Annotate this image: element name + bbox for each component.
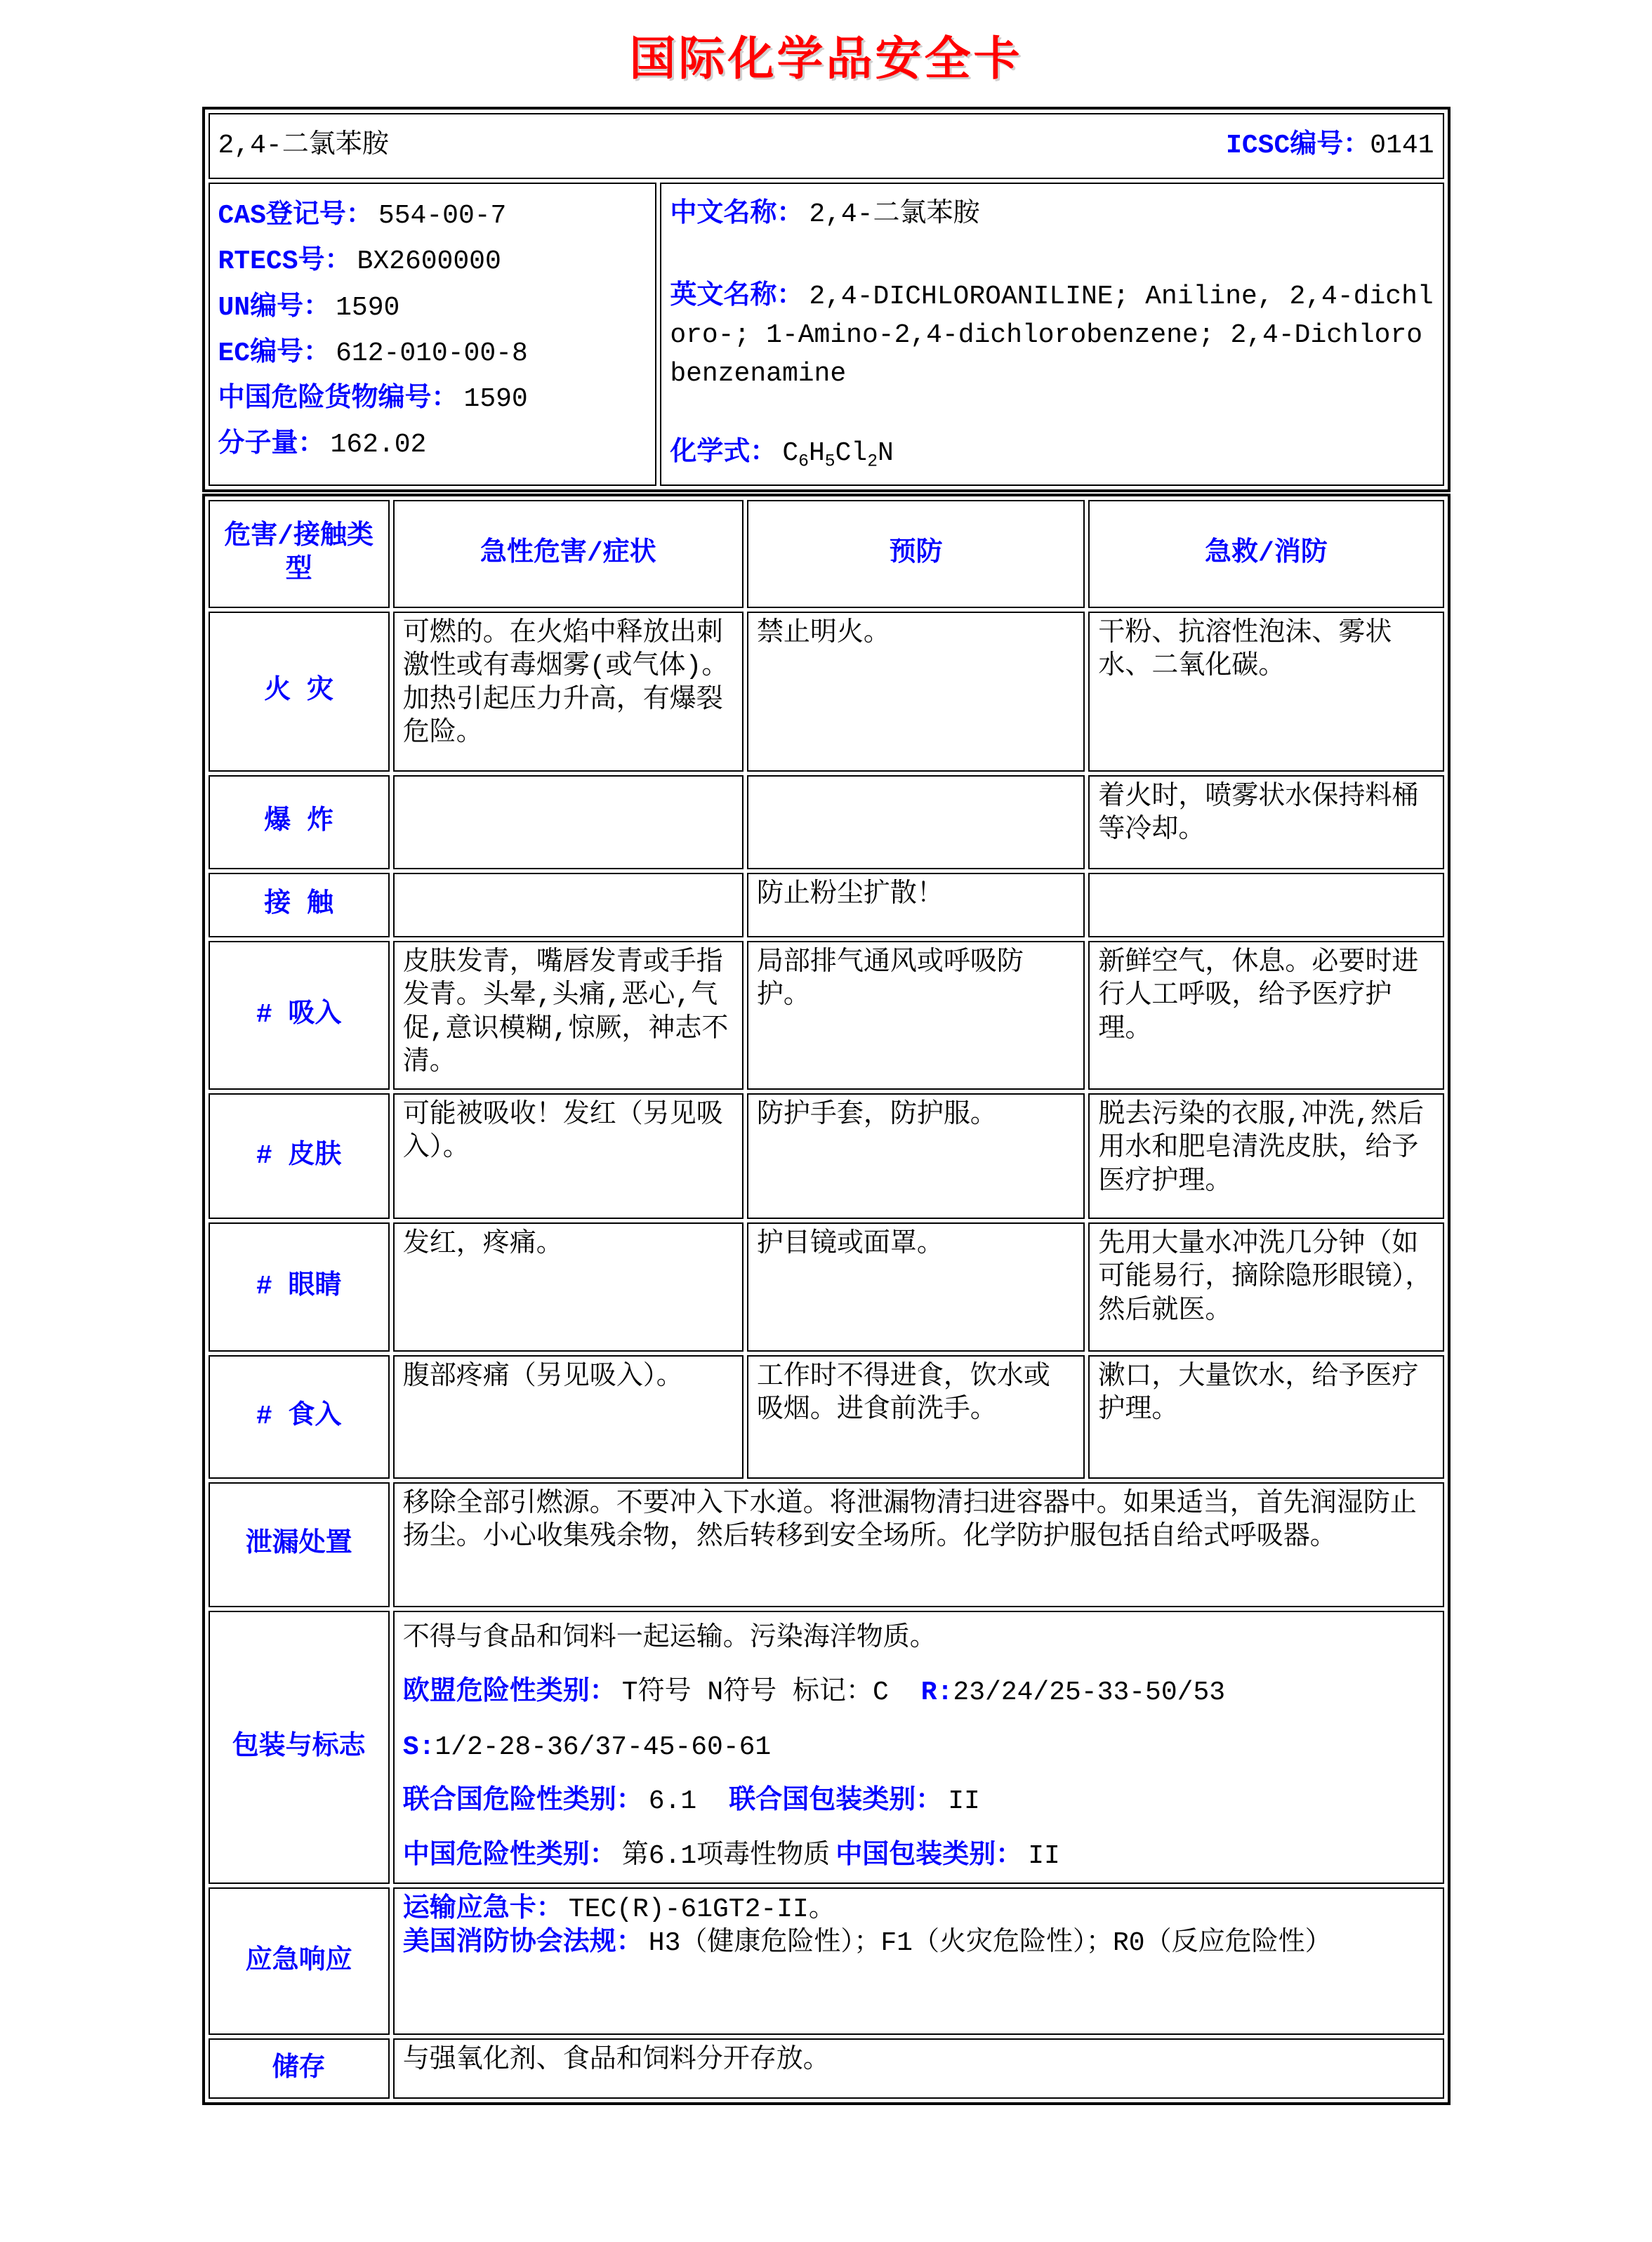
s-phrases-label: S: (402, 1732, 435, 1762)
eu-class-value: T符号 N符号 标记：C (621, 1677, 889, 1708)
emergency-tec-line (403, 1893, 1434, 1927)
identity-table (202, 107, 1451, 492)
nfpa-label: 美国消防协会法规： (402, 1927, 643, 1958)
s-phrases-value: 1/2-28-36/37-45-60-61 (435, 1732, 772, 1762)
packaging-content (393, 1611, 1444, 1885)
english-name-value: 2,4-DICHLOROANILINE; Aniline, 2,4-dichloro-; 1-Amino-2,4-dichlorobenzene; 2,4-Dichlorobenzenamine (670, 282, 1434, 390)
ingestion-response: 漱口，大量饮水，给予医疗护理。 (1088, 1355, 1443, 1479)
cn-class-value: 第6.1项毒性物质 (621, 1840, 831, 1871)
storage-label: 储存 (209, 2038, 390, 2099)
ingestion-symptom: 腹部疼痛（另见吸入）。 (393, 1355, 744, 1479)
molecular-weight-label: 分子量： (218, 430, 325, 461)
header-acute-symptoms: 急性危害/症状 (393, 500, 744, 608)
eyes-symptom: 发红，疼痛。 (393, 1222, 744, 1352)
emergency-nfpa-line (403, 1927, 1434, 1960)
chemical-formula (670, 437, 1434, 473)
packaging-cn-class (403, 1840, 1434, 1873)
emergency-content (393, 1887, 1444, 2035)
fire-prevention: 禁止明火。 (747, 612, 1085, 772)
row-inhalation (209, 941, 1444, 1090)
eyes-response: 先用大量水冲洗几分钟（如可能易行，摘除隐形眼镜），然后就医。 (1088, 1222, 1443, 1352)
ec-number (218, 336, 647, 371)
spill-label: 泄漏处置 (209, 1482, 390, 1607)
eu-class-label: 欧盟危险性类别： (402, 1677, 616, 1708)
contact-response (1088, 873, 1443, 937)
page-title: 国际化学品安全卡 (629, 36, 1023, 88)
tec-card-value: TEC(R)-61GT2-II。 (568, 1894, 835, 1925)
row-contact (209, 873, 1444, 937)
english-name (670, 277, 1434, 393)
skin-label: # 皮肤 (209, 1093, 390, 1219)
header-first-aid: 急救/消防 (1088, 500, 1443, 608)
row-ingestion (209, 1355, 1444, 1479)
china-dg-label: 中国危险货物编号： (218, 384, 458, 415)
packaging-transport-note: 不得与食品和饲料一起运输。污染海洋物质。 (402, 1623, 937, 1654)
inhalation-prevention: 局部排气通风或呼吸防护。 (747, 941, 1085, 1090)
cas-label: CAS登记号： (218, 201, 373, 231)
china-dg-value: 1590 (463, 384, 528, 415)
inhalation-label: # 吸入 (209, 941, 390, 1090)
explosion-response: 着火时，喷雾状水保持料桶等冷却。 (1088, 775, 1443, 869)
row-spill-disposal (209, 1482, 1444, 1607)
cas-number (218, 198, 647, 234)
molecular-weight-value: 162.02 (330, 430, 427, 461)
fire-response: 干粉、抗溶性泡沫、雾状水、二氧化碳。 (1088, 612, 1443, 772)
cn-pack-label: 中国包装类别： (835, 1840, 1023, 1871)
inhalation-symptom: 皮肤发青，嘴唇发青或手指发青。头晕,头痛,恶心,气促,意识模糊,惊厥，神志不清。 (393, 941, 744, 1090)
ingestion-label: # 食入 (209, 1355, 390, 1479)
eyes-label: # 眼睛 (209, 1222, 390, 1352)
header-prevention: 预防 (747, 500, 1085, 608)
row-emergency-response (209, 1887, 1444, 2035)
hazard-header-row (209, 500, 1444, 608)
icsc-number-value: 0141 (1370, 131, 1434, 161)
identity-row (209, 183, 1444, 486)
un-class-value: 6.1 (648, 1786, 697, 1817)
ec-label: EC编号： (218, 338, 331, 369)
cn-class-label: 中国危险性类别： (402, 1840, 616, 1871)
spill-text: 移除全部引燃源。不要冲入下水道。将泄漏物清扫进容器中。如果适当，首先润湿防止扬尘。小心收集残余物，然后转移到安全场所。化学防护服包括自给式呼吸器。 (393, 1482, 1444, 1607)
un-label: UN编号： (218, 292, 331, 323)
header-hazard-type: 危害/接触类型 (209, 500, 390, 608)
explosion-label: 爆 炸 (209, 775, 390, 869)
fire-symptom: 可燃的。在火焰中释放出刺激性或有毒烟雾(或气体)。加热引起压力升高，有爆裂危险。 (393, 612, 744, 772)
english-name-label: 英文名称： (670, 282, 804, 312)
row-eyes (209, 1222, 1444, 1352)
skin-prevention: 防护手套，防护服。 (747, 1093, 1085, 1219)
explosion-symptom (393, 775, 744, 869)
hazard-table (202, 494, 1451, 2106)
packaging-label: 包装与标志 (209, 1611, 390, 1885)
substance-header-cell (209, 113, 1444, 179)
nfpa-value: H3（健康危险性）；F1（火灾危险性）；R0（反应危险性） (648, 1927, 1332, 1958)
contact-label: 接 触 (209, 873, 390, 937)
packaging-un-class (403, 1785, 1434, 1819)
skin-symptom: 可能被吸收！发红（另见吸入）。 (393, 1093, 744, 1219)
row-skin (209, 1093, 1444, 1219)
fire-label: 火 灾 (209, 612, 390, 772)
un-value: 1590 (336, 292, 400, 323)
skin-response: 脱去污染的衣服,冲洗,然后用水和肥皂清洗皮肤，给予医疗护理。 (1088, 1093, 1443, 1219)
cas-value: 554-00-7 (378, 201, 507, 231)
row-explosion (209, 775, 1444, 869)
inhalation-response: 新鲜空气，休息。必要时进行人工呼吸，给予医疗护理。 (1088, 941, 1443, 1090)
ingestion-prevention: 工作时不得进食，饮水或吸烟。进食前洗手。 (747, 1355, 1085, 1479)
r-phrases-value: 23/24/25-33-50/53 (953, 1677, 1226, 1708)
packaging-eu-class (403, 1676, 1434, 1710)
explosion-prevention (747, 775, 1085, 869)
icsc-number-label: ICSC编号： (1226, 131, 1370, 161)
un-number (218, 290, 647, 326)
row-fire (209, 612, 1444, 772)
chemical-formula-value: $C_6H_5Cl_2N$ (782, 438, 894, 472)
substance-name: 2,4-二氯苯胺 (218, 131, 389, 161)
contact-prevention: 防止粉尘扩散！ (747, 873, 1085, 937)
packaging-s-phrases (403, 1731, 1434, 1765)
chinese-name-value: 2,4-二氯苯胺 (809, 199, 980, 230)
row-packaging-labelling (209, 1611, 1444, 1885)
un-class-label: 联合国危险性类别： (402, 1786, 643, 1817)
tec-card-label: 运输应急卡： (402, 1894, 563, 1925)
chinese-name-label: 中文名称： (670, 199, 804, 230)
substance-header-row (209, 113, 1444, 179)
cn-pack-value: II (1028, 1840, 1060, 1871)
registry-ids-cell (209, 183, 657, 486)
rtecs-number (218, 244, 647, 279)
eyes-prevention: 护目镜或面罩。 (747, 1222, 1085, 1352)
un-pack-value: II (948, 1786, 980, 1817)
names-cell (660, 183, 1443, 486)
chinese-name (670, 195, 1434, 234)
emergency-label: 应急响应 (209, 1887, 390, 2035)
row-storage (209, 2038, 1444, 2099)
un-pack-label: 联合国包装类别： (729, 1786, 943, 1817)
china-dg-number (218, 381, 647, 417)
rtecs-value: BX2600000 (357, 246, 501, 277)
rtecs-label: RTECS号： (218, 246, 352, 277)
storage-text: 与强氧化剂、食品和饲料分开存放。 (393, 2038, 1444, 2099)
molecular-weight (218, 427, 647, 463)
r-phrases-label: R: (920, 1677, 953, 1708)
chemical-formula-label: 化学式： (670, 438, 777, 469)
contact-symptom (393, 873, 744, 937)
ec-value: 612-010-00-8 (336, 338, 528, 369)
icsc-number (1226, 129, 1434, 163)
